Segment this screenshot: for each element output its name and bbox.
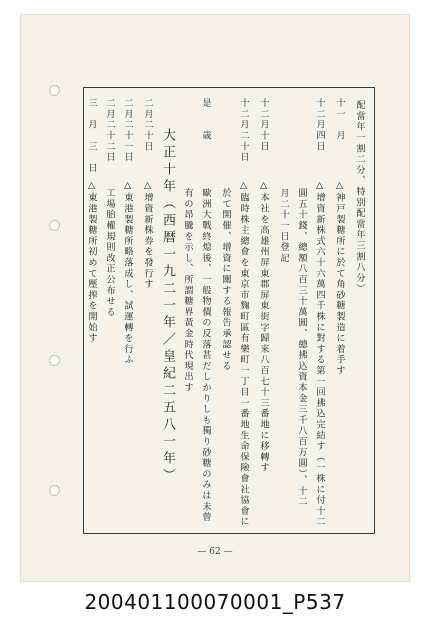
text-column: △增資新株式六十六萬四千株に對する第一回拂込完結す（一株に付十二 [314,180,325,528]
binding-hole [49,85,60,96]
text-column: 歐洲大戰終熄後、一般物價の反落甚だしかりしも獨り砂糖のみは未曾 [200,188,211,523]
date-label: 十二月二十日 [238,98,249,163]
image-caption: 200401100070001_P537 [84,590,346,614]
text-column: 月二十一日登記 [278,188,289,264]
text-column: △增資新株券を發行す [142,180,153,290]
date-label: 十二月四日 [314,98,325,152]
era-heading: 大正十年（西暦一九二一年／皇紀二五八一年） [160,128,175,485]
text-column: △東港製糖所略落成し、試運轉を行ふ [122,180,133,366]
date-label: 十一 月 [334,98,345,142]
date-label: 二月二十一日 [122,98,133,163]
date-label: 二月二十二日 [104,98,115,163]
text-column: 有の昂騰を示し、所謂糖界黃金時代現出す [182,188,193,394]
text-column: △東港製糖所初めて壓搾を開始す [86,180,97,344]
document-page [20,14,410,582]
text-column: △神戸製糖所に於て角砂糖製造に着手す [334,180,345,377]
page-number: — 62 — [197,547,233,557]
text-frame [83,87,375,534]
text-column: 於て開催、增資に關する報告承認せる [220,188,231,372]
date-label: 三 月 三 日 [86,98,97,174]
text-column: 圓五十錢、總額八百三十萬圓、總拂込資本金三千八百万圓）、十二 [296,188,307,508]
binding-hole [49,355,60,366]
text-column: △本社を高雄州屏東郡屏東街字歸來八百七十三番地に移轉す [258,180,269,474]
text-column: △臨時株主總會を東京市麴町區有樂町一丁目一番地生命保險會社協會に [238,180,249,528]
binding-hole [49,220,60,231]
date-label: 十二月十日 [258,98,269,152]
text-column: 工場胎權規則改正公布せる [104,188,115,318]
text-column: 配當年一割二分、特別配當年三割八分） [354,100,365,295]
binding-hole [49,485,60,496]
date-label: 二月二十日 [142,98,153,152]
date-label: 是 歳 [200,98,211,142]
